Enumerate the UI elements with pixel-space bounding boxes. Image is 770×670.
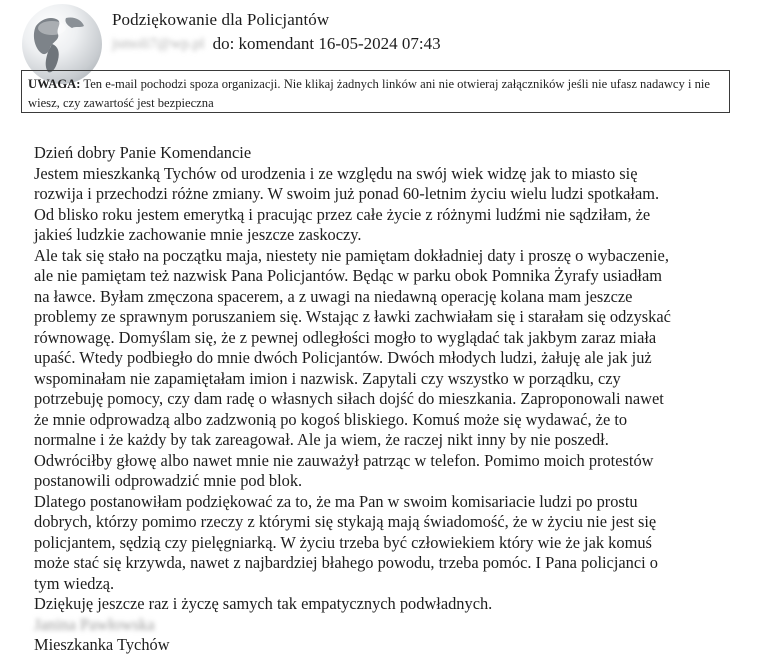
signature-redacted: Janina Pawłowska — [34, 614, 155, 634]
letter-line: postanowili odprowadzić mnie pod blok. — [34, 471, 303, 490]
warning-text: Ten e-mail pochodzi spoza organizacji. Nie klikaj żadnych linków ani nie otwieraj załączników jeśli nie ufasz nadawcy i nie wiesz, czy zawartość jest bezpieczna — [28, 77, 710, 110]
sender-row — [112, 34, 441, 54]
letter-line: Dziękuję jeszcze raz i życzę samych tak empatycznych podwładnych. — [34, 594, 493, 613]
letter-closing: Mieszkanka Tychów — [34, 635, 170, 654]
email-subject: Podziękowanie dla Policjantów — [112, 10, 330, 29]
letter-line: problemy ze sprawnym poruszaniem się. Wstając z ławki zachwiałam się i starałam się odzyskać — [34, 307, 671, 326]
letter-line: Dlatego postanowiłam podziękować za to, że ma Pan w swoim komisariacie ludzi po prostu — [34, 491, 638, 511]
letter-line: Dzień dobry Panie Komendancie — [34, 143, 252, 162]
letter-line: na ławce. Byłam zmęczona spacerem, a z uwagi na niedawną operację kolana mam jeszcze — [34, 286, 633, 306]
letter-line: że mnie odprowadzą albo zadzwonią po kogoś bliskiego. Komuś może się wydawać, że to — [34, 409, 628, 429]
letter-line: Od blisko roku jestem emerytką i pracując przez całe życie z różnymi ludźmi nie sądziłam, że — [34, 204, 651, 224]
letter-line: rozwija i przechodzi różne zmiany. W swoim już ponad 60-letnim życiu wielu ludzi spotkałam. — [34, 184, 660, 203]
letter-line: potrzebuję pomocy, czy dam radę o własnych siłach dojść do mieszkania. Zaproponowali nawet — [34, 389, 664, 408]
warning-label: UWAGA: — [28, 77, 81, 91]
letter-line: jakieś ludzkie zachowanie mnie jeszcze zaskoczy. — [34, 225, 362, 244]
letter-body — [34, 143, 750, 656]
letter-line: może stać się krzywda, nawet z najbardziej błahego powodu, trzeba pomóc. I Pana policjanci o — [34, 553, 658, 572]
letter-line: wspominałam nie zapamiętałam imion i nazwisk. Zapytali czy wszystko w porządku, czy — [34, 368, 621, 388]
recipient-date-line: do: komendant 16-05-2024 07:43 — [212, 34, 441, 53]
letter-line: Jestem mieszkanką Tychów od urodzenia i ze względu na swój wiek widzę jak to miasto się — [34, 163, 638, 183]
letter-line: normalne i że każdy by tak zareagował. Ale ja wiem, że raczej nikt inny by nie poszedł. — [34, 430, 609, 449]
letter-line: dobrych, którzy pomimo rzeczy z którymi się stykają mają świadomość, że w życiu nie jest się — [34, 512, 657, 531]
letter-line: równowagę. Domyślam się, że z pewnej odległości mogło to wyglądać tak jakbym zaraz miała — [34, 327, 657, 347]
letter-line: tym wiedzą. — [34, 573, 115, 593]
letter-line: upaść. Wtedy podbiegło do mnie dwóch Policjantów. Dwóch młodych ludzi, żałuję ale jak już — [34, 348, 652, 367]
letter-line: policjantem, sędzią czy pielęgniarką. W życiu trzeba być człowiekiem który wie że jak komuś — [34, 532, 652, 552]
letter-line: Ale tak się stało na początku maja, niestety nie pamiętam dokładniej daty i proszę o wybaczenie, — [34, 245, 669, 265]
letter-line: Odwróciłby głowę albo nawet mnie nie zauważył patrząc w telefon. Pomimo moich protestów — [34, 450, 654, 470]
letter-line: ale nie pamiętam też nazwisk Pana Policjantów. Będąc w parku obok Pomnika Żyrafy usiadłam — [34, 266, 662, 285]
external-email-warning — [21, 70, 730, 113]
sender-address-redacted: jsmoli7@wp.pl — [112, 35, 205, 52]
